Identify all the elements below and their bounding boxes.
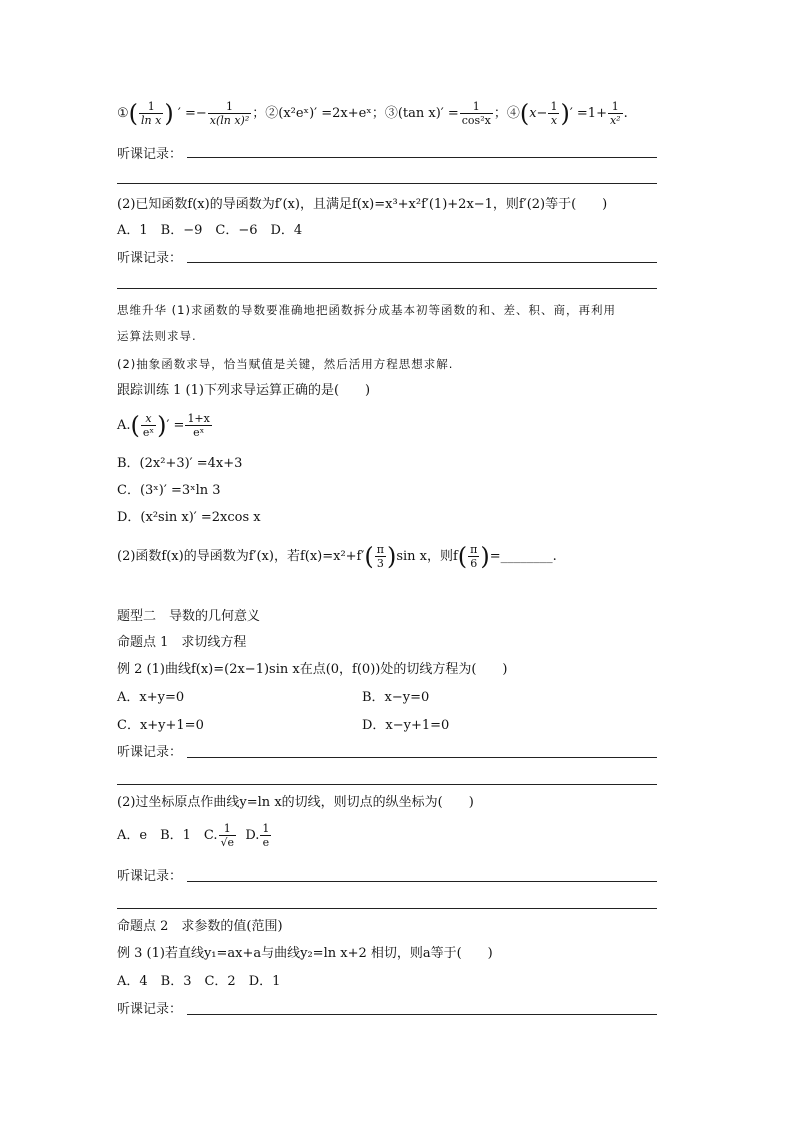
note-label: 听课记录： xyxy=(117,147,183,162)
question-2-options: A．1 B．−9 C．−6 D．4 xyxy=(117,223,303,238)
formula-1-marker: ① xyxy=(117,106,129,121)
practice-question-2: (2)函数f(x)的导函数为f′(x)，若f(x)=x²+f′( $\frac{\pi}{3}$ )sin x，则f( $\frac{\pi}{6}$ )=________. xyxy=(117,542,557,571)
formula-3: ③(tan x)′ = xyxy=(384,106,459,121)
fraction: $\frac{1}{\text{x²}}$ xyxy=(609,100,621,127)
note-label: 听课记录： xyxy=(117,745,183,760)
example-2-stem: 例 2 (1)曲线f(x)=(2x−1)sin x在点(0，f(0))处的切线方程为( ) xyxy=(117,662,508,677)
question-2-stem: (2)已知函数f(x)的导函数为f′(x)，且满足f(x)=x³+x²f′(1)+2x−1，则f′(2)等于( ) xyxy=(117,197,608,212)
example-2-option-a: A．x+y=0 xyxy=(117,690,185,705)
example-3-stem: 例 3 (1)若直线y₁=ax+a与曲线y₂=ln x+2 相切，则a等于( ) xyxy=(117,946,493,961)
note-line[interactable] xyxy=(187,757,657,758)
note-label: 听课记录： xyxy=(117,1002,183,1017)
example-2-option-d: D．x−y+1=0 xyxy=(362,718,450,733)
example-2-part-2: (2)过坐标原点作曲线y=ln x的切线，则切点的纵坐标为( ) xyxy=(117,795,474,810)
note-label: 听课记录： xyxy=(117,869,183,884)
note-line[interactable] xyxy=(187,881,657,882)
note-line[interactable] xyxy=(117,908,657,909)
section-title: 题型二 导数的几何意义 xyxy=(117,609,261,624)
note-line[interactable] xyxy=(117,288,657,289)
fraction: $\frac{1}{\text{ln x}}$ xyxy=(141,100,162,127)
note-line[interactable] xyxy=(187,262,657,263)
formula-4: ④ xyxy=(506,106,520,121)
practice-option-c: C．(3ˣ)′ =3ˣln 3 xyxy=(117,483,221,498)
note-line[interactable] xyxy=(187,157,657,158)
derivative-formulas: ①( $\frac{1}{\text{ln x}}$ ) ′ =− $\frac{1}{\text{x(ln x)²}}$ ；②(x²eˣ)′ =2x+eˣ；③(tan x)′ = $\frac{1}{\text{cos²x}}$ ；④(x− $\frac{1}{x}$ )′ =1+ $\frac{1}{\text{x²}}$ . xyxy=(117,99,628,128)
practice-option-d: D．(x²sin x)′ =2xcos x xyxy=(117,510,261,525)
formula-2: ②(x²eˣ)′ =2x+eˣ； xyxy=(265,106,385,121)
fraction: $\frac{1}{\text{cos²x}}$ xyxy=(461,100,491,127)
example-2-part-2-options: A．e B．1 C. $\frac{1}{√e}$ D. $\frac{1}{e}$ xyxy=(117,822,270,849)
note-line[interactable] xyxy=(187,1014,657,1015)
formula-1-text: ′ =− xyxy=(177,106,207,121)
example-2-option-b: B．x−y=0 xyxy=(362,690,430,705)
example-3-options: A．4 B．3 C．2 D．1 xyxy=(117,974,281,989)
reflection-line: 思维升华 (1)求函数的导数要准确地把函数拆分成基本初等函数的和、差、积、商，再利用 xyxy=(117,303,616,317)
practice-option-b: B．(2x²+3)′ =4x+3 xyxy=(117,456,243,471)
subsection-title: 命题点 2 求参数的值(范围) xyxy=(117,919,283,934)
reflection-line: (2)抽象函数求导，恰当赋值是关键，然后活用方程思想求解. xyxy=(117,357,454,371)
note-label: 听课记录： xyxy=(117,251,183,266)
practice-option-a: A.( $\frac{x}{\text{eˣ}}$ )′ = $\frac{1+x}{\text{eˣ}}$ xyxy=(117,411,210,440)
reflection-line: 运算法则求导. xyxy=(117,329,197,343)
fraction: $\frac{1}{\text{x(ln x)²}}$ xyxy=(209,100,250,127)
example-2-option-c: C．x+y+1=0 xyxy=(117,718,204,733)
note-line[interactable] xyxy=(117,183,657,184)
subsection-title: 命题点 1 求切线方程 xyxy=(117,635,247,650)
note-line[interactable] xyxy=(117,784,657,785)
practice-stem: 跟踪训练 1 (1)下列求导运算正确的是( ) xyxy=(117,383,371,398)
fraction: $\frac{1}{x}$ xyxy=(550,100,558,127)
